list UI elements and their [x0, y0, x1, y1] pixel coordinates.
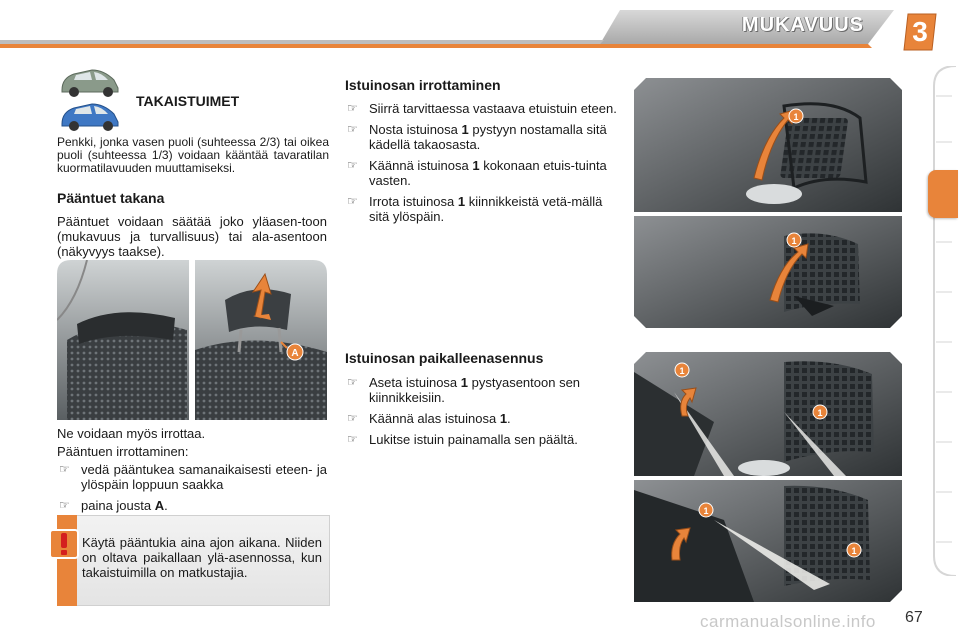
list-item-text: paina jousta — [81, 498, 152, 513]
list-item-bold: 1 — [472, 158, 480, 173]
list-item — [345, 432, 617, 447]
headrest-removal-list — [57, 462, 327, 519]
list-item — [345, 158, 617, 188]
headrest-photos — [57, 260, 327, 420]
page-number: 67 — [905, 609, 923, 626]
list-item-text: vedä pääntukea samanaikaisesti eteen- ja ylöspäin loppuun saakka — [81, 462, 327, 492]
hand-pointer-icon: ☞ — [59, 498, 70, 512]
hand-pointer-icon: ☞ — [347, 411, 358, 425]
list-item — [345, 411, 617, 426]
side-tab-frame — [926, 66, 960, 576]
list-item — [345, 375, 617, 405]
photo-callout-1: 1 — [703, 506, 709, 516]
seat-removal-photos — [634, 78, 902, 328]
section-title: TAKAISTUIMET — [136, 93, 240, 109]
list-item-text: Lukitse istuin painamalla sen päältä. — [369, 432, 578, 447]
list-item-text: . — [507, 411, 511, 426]
seat-install-photo-bottom — [634, 480, 902, 602]
list-item-text: pystyasentoon sen kiinnikkeisiin. — [369, 375, 581, 405]
list-item: ☞ paina jousta A. — [59, 498, 168, 513]
headrest-text: Pääntuet voidaan säätää joko yläasen-toon (mukavuus ja turvallisuus) tai ala-asentoon (näkyvyys taakse). — [57, 214, 327, 259]
list-item-text: kokonaan etuis-tuinta vasten. — [369, 158, 607, 188]
list-item — [345, 122, 617, 152]
hand-pointer-icon: ☞ — [347, 158, 358, 172]
headrest-heading: Pääntuet takana — [57, 190, 165, 206]
list-item-bold: 1 — [457, 194, 466, 209]
list-item — [57, 462, 327, 492]
hand-pointer-icon: ☞ — [347, 194, 358, 208]
seat-install-photos — [634, 352, 902, 602]
list-item-text: pystyyn nostamalla sitä kädellä takaosasta. — [369, 122, 607, 152]
car-icon-grey — [62, 70, 118, 97]
seat-install-heading: Istuinosan paikalleenasennus — [345, 350, 544, 366]
list-item-bold: 1 — [460, 375, 469, 390]
seat-install-photo-top — [634, 352, 902, 476]
list-item-text: Siirrä tarvittaessa vastaava etuistuin eteen. — [369, 101, 617, 116]
photo-callout-1: 1 — [679, 366, 685, 376]
hand-pointer-icon: ☞ — [347, 122, 358, 136]
seat-removal-list — [345, 101, 617, 230]
hand-pointer-icon: ☞ — [347, 375, 358, 389]
hand-pointer-icon: ☞ — [347, 101, 358, 115]
list-item-text: Aseta istuinosa — [369, 375, 461, 390]
list-item-text: Irrota istuinosa — [369, 194, 458, 209]
list-item-bold: 1 — [499, 411, 508, 426]
photo-callout-a: A — [291, 348, 299, 359]
list-item-text: Nosta istuinosa — [369, 122, 462, 137]
chapter-number: 3 — [912, 16, 928, 47]
seat-removal-heading: Istuinosan irrottaminen — [345, 77, 501, 93]
headrest-photo-right — [195, 260, 327, 420]
removal-line1: Ne voidaan myös irrottaa. — [57, 426, 206, 441]
list-item-text: kiinnikkeistä vetä-mällä sitä ylöspäin. — [369, 194, 603, 224]
removal-line2: Pääntuen irrottaminen: — [57, 444, 189, 459]
headrest-photo-left — [57, 260, 189, 420]
exclamation-icon — [48, 528, 80, 560]
seat-removal-photo-bottom — [634, 216, 902, 328]
photo-callout-1: 1 — [851, 546, 857, 556]
car-icon-blue — [62, 104, 118, 131]
tab-chapter-3-active[interactable] — [928, 170, 958, 218]
watermark-text: carmanualsonline.info — [700, 612, 876, 631]
list-item-text: Käännä alas istuinosa — [369, 411, 500, 426]
chapter-title: MUKAVUUS — [741, 14, 864, 36]
photo-callout-1: 1 — [817, 408, 823, 418]
list-item-bold: 1 — [461, 122, 469, 137]
hand-pointer-icon: ☞ — [347, 432, 358, 446]
list-item-text: Käännä istuinosa — [369, 158, 473, 173]
list-item — [345, 194, 617, 224]
seat-removal-photo-top — [634, 78, 902, 212]
side-tab-strip — [926, 66, 960, 576]
list-item-bold: A — [154, 498, 165, 513]
car-icons — [58, 64, 122, 134]
chapter-number-badge — [902, 12, 938, 52]
intro-text: Penkki, jonka vasen puoli (suhteessa 2/3) tai oikea puoli (suhteessa 1/3) voidaan kääntää tavaratilan kuormatilavuuden muuttamiseksi. — [57, 135, 329, 175]
seat-install-list — [345, 375, 617, 453]
warning-text: Käytä pääntukia aina ajon aikana. Niiden on oltava paikallaan ylä-asennossa, kun takaistuimilla on matkustajia. — [82, 535, 322, 580]
list-item — [345, 101, 617, 116]
photo-callout-1: 1 — [793, 112, 799, 122]
hand-pointer-icon: ☞ — [59, 462, 70, 476]
photo-callout-1: 1 — [791, 236, 797, 246]
